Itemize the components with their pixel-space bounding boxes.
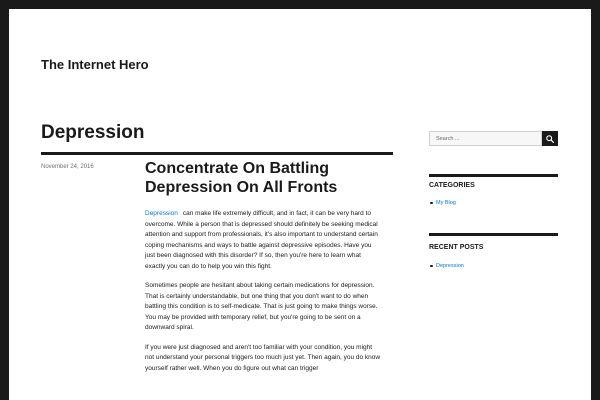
search-button[interactable] bbox=[542, 131, 558, 146]
post-paragraph: If you were just diagnosed and aren't too familiar with your condition, you might not understand your personal triggers too much just yet. Then again, you do know yourself rather well. When you do figure out what can trigger bbox=[145, 343, 381, 372]
post-content bbox=[145, 209, 381, 383]
list-item bbox=[429, 262, 464, 270]
post-paragraph: Sometimes people are hesitant about taking certain medications for depression. That is certainly understandable, but one thing that you don't want to do when battling this condition is to self-medicate. That is just going to make things worse. You may be provided with temporary relief, but you're going to be sent on a downward spiral. bbox=[145, 282, 378, 331]
post-paragraph bbox=[145, 209, 381, 272]
recent-posts-title: RECENT POSTS bbox=[429, 244, 484, 251]
categories-title: CATEGORIES bbox=[429, 182, 475, 189]
post-date[interactable]: November 24, 2016 bbox=[41, 164, 94, 170]
categories-list bbox=[429, 199, 456, 207]
search-input[interactable] bbox=[429, 131, 542, 146]
site-title[interactable]: The Internet Hero bbox=[41, 57, 149, 72]
page bbox=[9, 9, 591, 400]
categories-divider bbox=[429, 174, 558, 177]
recent-post-link-depression[interactable]: Depression bbox=[436, 263, 464, 269]
post-title[interactable]: Concentrate On Battling Depression On All Fronts bbox=[145, 160, 338, 196]
content-divider bbox=[41, 152, 393, 155]
archive-title: Depression bbox=[41, 122, 145, 143]
depression-link[interactable]: Depression bbox=[145, 210, 178, 217]
post-paragraph-text: can make life extremely difficult, and in fact, it can be very hard to overcome. While a person that is depressed should definitely be seeking medical attention and support from professionals, it's also important to understand certain coping mechanisms and ways to battle against depressive episodes. Have you just been diagnosed with this disorder? If so, then you're here to learn what exactly you can do to help you win this fight. bbox=[145, 210, 378, 270]
search-icon bbox=[546, 135, 554, 143]
list-item bbox=[429, 199, 456, 207]
search-form bbox=[429, 131, 558, 146]
category-link-my-blog[interactable]: My Blog bbox=[436, 200, 456, 206]
recent-posts-list bbox=[429, 262, 464, 270]
recent-posts-divider bbox=[429, 233, 558, 236]
bullet-icon bbox=[430, 265, 433, 268]
bullet-icon bbox=[430, 202, 433, 205]
